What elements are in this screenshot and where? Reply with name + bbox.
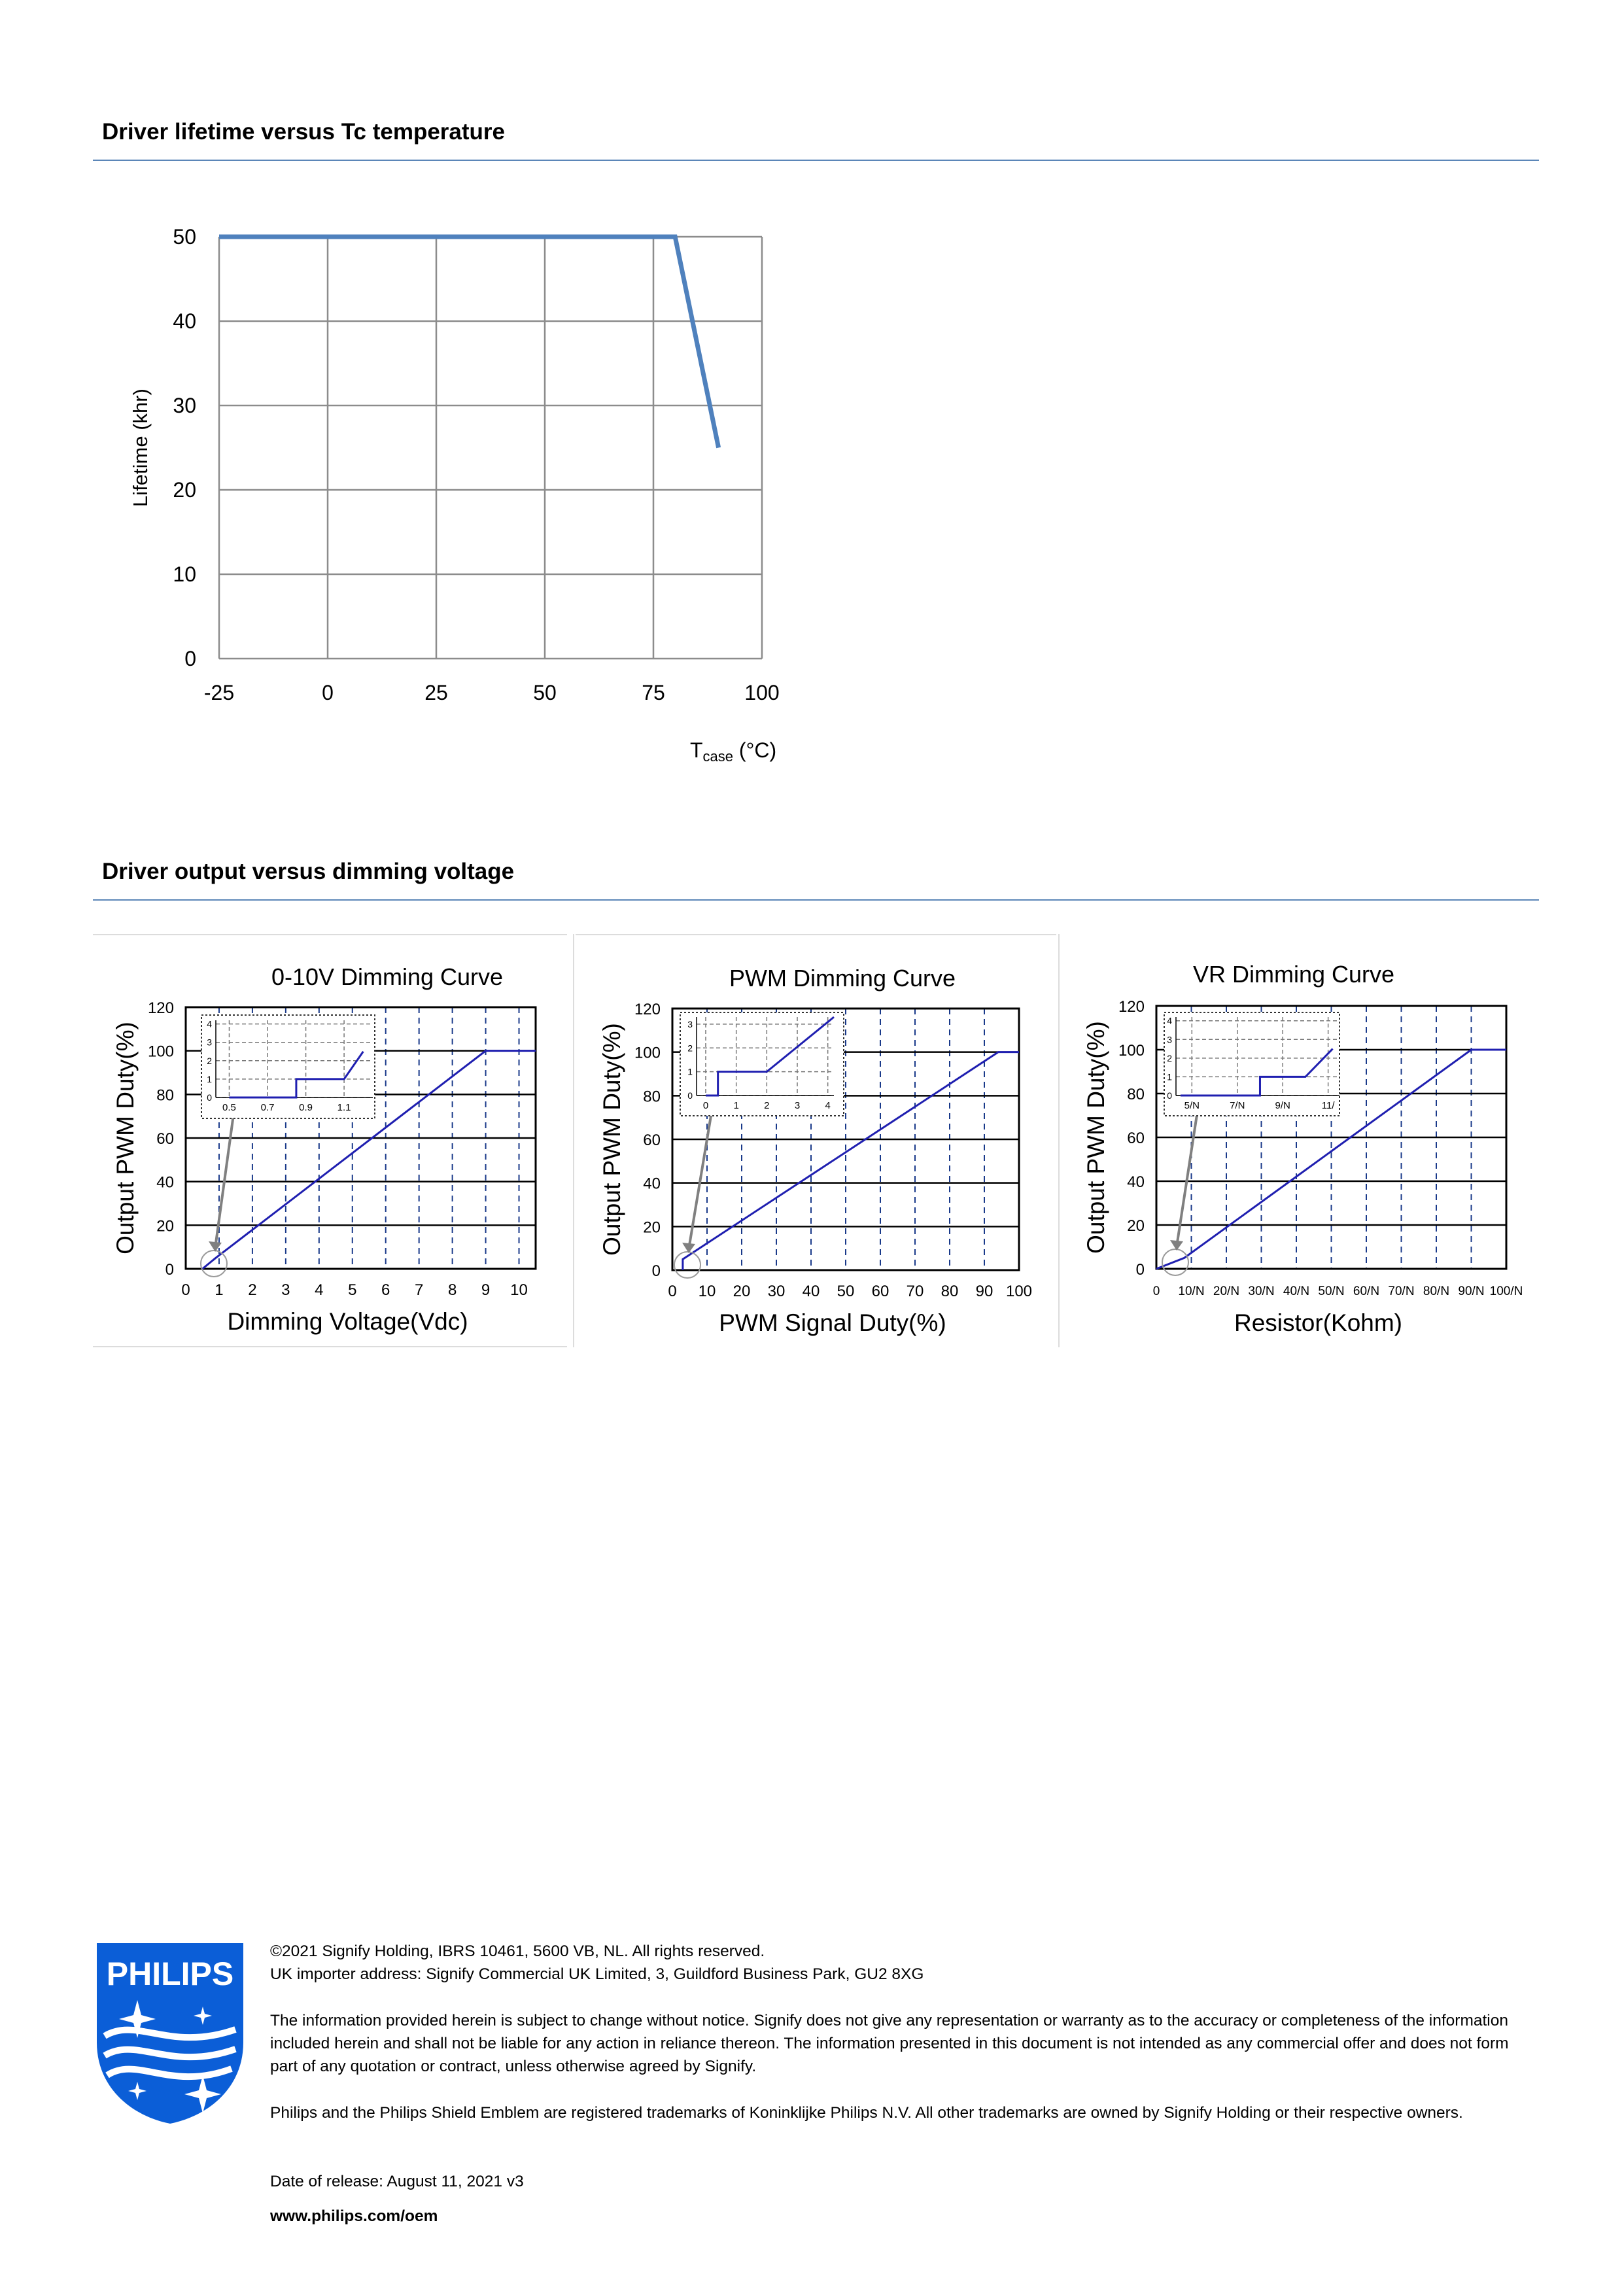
y-tick-label: 100: [1118, 1042, 1145, 1060]
inset-x-tick-label: 7/N: [1230, 1100, 1245, 1111]
x-tick-label: 9: [481, 1281, 491, 1299]
inset-x-tick-label: 11/: [1321, 1100, 1335, 1111]
dimming-pwm-chart: [576, 935, 1056, 1344]
x-tick-label: 60/N: [1353, 1285, 1380, 1298]
x-tick-label: 70: [906, 1283, 924, 1300]
x-tick-label: 20: [733, 1283, 751, 1300]
x-tick-label: 50/N: [1318, 1285, 1345, 1298]
inset-y-tick-label: 0: [207, 1092, 212, 1103]
y-tick-label: 20: [643, 1218, 661, 1237]
inset-y-tick-label: 0: [687, 1090, 693, 1101]
panel-border: [93, 1346, 567, 1347]
inset-x-tick-label: 0.5: [222, 1102, 236, 1113]
inset-y-tick-label: 1: [687, 1066, 693, 1077]
panel-border: [573, 934, 574, 1347]
lifetime-line: [219, 237, 719, 448]
x-tick-label: 70/N: [1388, 1285, 1415, 1298]
y-tick-label: 80: [1127, 1086, 1145, 1103]
x-tick-label: 0: [181, 1281, 190, 1299]
y-tick-label: 120: [1118, 998, 1145, 1016]
y-tick-label: 0: [184, 647, 196, 670]
chart-title: PWM Dimming Curve: [729, 965, 956, 992]
inset-y-tick-label: 3: [1167, 1034, 1172, 1045]
y-tick-label: 20: [1127, 1217, 1145, 1235]
footer-release-date: Date of release: August 11, 2021 v3: [270, 2173, 524, 2190]
x-tick-label: 0: [668, 1283, 677, 1300]
philips-wordmark: PHILIPS: [106, 1956, 234, 1992]
x-tick-label: 3: [281, 1281, 290, 1299]
footer-website-link[interactable]: www.philips.com/oem: [270, 2207, 438, 2225]
y-tick-label: 60: [643, 1131, 661, 1149]
x-axis-label: PWM Signal Duty(%): [719, 1309, 946, 1336]
y-tick-label: 50: [173, 225, 196, 249]
inset-y-tick-label: 3: [207, 1037, 212, 1048]
inset-x-tick-label: 0: [702, 1100, 709, 1111]
y-tick-label: 30: [173, 394, 196, 417]
inset-y-tick-label: 1: [1167, 1071, 1172, 1082]
inset-y-tick-label: 0: [1167, 1090, 1172, 1101]
inset-y-tick-label: 2: [1167, 1052, 1172, 1063]
zoom-arrow-head: [1170, 1240, 1183, 1251]
y-tick-label: 40: [173, 309, 196, 333]
section-divider: [93, 160, 1539, 161]
section-title-dimming: Driver output versus dimming voltage: [102, 859, 515, 884]
x-tick-label: 90: [975, 1283, 993, 1300]
x-tick-label: 100: [1005, 1283, 1033, 1300]
x-tick-label: 90/N: [1458, 1285, 1485, 1298]
y-tick-label: 0: [651, 1262, 661, 1280]
zoom-circle: [201, 1251, 227, 1277]
y-tick-label: 100: [147, 1043, 174, 1061]
inset-y-tick-label: 4: [1167, 1015, 1172, 1026]
inset-x-tick-label: 5/N: [1184, 1100, 1200, 1111]
x-tick-label: 1: [215, 1281, 224, 1299]
x-tick-label: 10: [510, 1281, 528, 1299]
chart-title: VR Dimming Curve: [1192, 961, 1395, 988]
footer-copyright: ©2021 Signify Holding, IBRS 10461, 5600 VB, NL. All rights reserved.: [270, 1942, 765, 1960]
y-tick-label: 100: [634, 1044, 661, 1062]
zoom-arrow: [1177, 1094, 1200, 1247]
footer-disclaimer: The information provided herein is subject to change without notice. Signify does not give any representation or warranty as to the accuracy or completeness of the information included herein and shall not be liable for any action in reliance thereon. The information presented in this document is not intended as any commercial offer and does not form part of any quotation or contract, unless otherwise agreed by Signify.: [270, 2012, 1509, 2075]
x-tick-label: 20/N: [1213, 1285, 1240, 1298]
inset-y-tick-label: 4: [207, 1018, 212, 1029]
y-tick-label: 80: [156, 1086, 174, 1105]
inset-y-tick-label: 1: [207, 1073, 212, 1084]
x-tick-label: -25: [203, 681, 235, 704]
chart-title: 0-10V Dimming Curve: [271, 963, 504, 990]
x-tick-label: 40: [802, 1283, 820, 1300]
inset-x-tick-label: 0.7: [260, 1102, 275, 1113]
x-tick-label: 10: [698, 1283, 716, 1300]
inset-x-tick-label: 1: [733, 1100, 739, 1111]
x-tick-label: 30/N: [1248, 1285, 1275, 1298]
inset-y-tick-label: 2: [687, 1043, 693, 1054]
y-tick-label: 60: [156, 1130, 174, 1148]
inset-y-tick-label: 2: [207, 1055, 212, 1066]
y-tick-label: 40: [643, 1175, 661, 1193]
x-tick-label: 6: [381, 1281, 390, 1299]
x-tick-label: 40/N: [1283, 1285, 1310, 1298]
y-tick-label: 10: [173, 562, 196, 586]
x-tick-label: 30: [767, 1283, 786, 1300]
x-tick-label: 50: [533, 681, 557, 704]
inset-x-tick-label: 1.1: [337, 1102, 351, 1113]
x-tick-label: 0: [322, 681, 334, 704]
y-tick-label: 0: [165, 1261, 174, 1279]
philips-shield-logo: [92, 1938, 249, 2128]
inset-x-tick-label: 9/N: [1275, 1100, 1290, 1111]
inset-y-tick-label: 3: [687, 1018, 693, 1029]
dimming-vr-chart: [1060, 935, 1544, 1344]
y-axis-label: Output PWM Duty(%): [598, 1023, 625, 1256]
y-tick-label: 80: [643, 1088, 661, 1106]
x-tick-label: 4: [315, 1281, 324, 1299]
section-divider: [93, 899, 1539, 901]
inset-x-tick-label: 4: [825, 1100, 831, 1111]
inset-x-tick-label: 0.9: [299, 1102, 313, 1113]
x-tick-label: 7: [414, 1281, 424, 1299]
section-title-lifetime: Driver lifetime versus Tc temperature: [102, 119, 506, 145]
y-axis-label: Output PWM Duty(%): [1082, 1021, 1109, 1254]
x-tick-label: 50: [837, 1283, 855, 1300]
footer-trademarks: Philips and the Philips Shield Emblem are registered trademarks of Koninklijke Philips N.V. All other trademarks are owned by Signify Holding or their respective owners.: [270, 2104, 1463, 2122]
y-tick-label: 20: [156, 1217, 174, 1235]
x-axis-label: Dimming Voltage(Vdc): [227, 1308, 468, 1335]
lifetime-chart: [118, 209, 811, 785]
x-axis-label: Resistor(Kohm): [1234, 1309, 1402, 1336]
y-tick-label: 20: [173, 478, 196, 502]
y-tick-label: 40: [156, 1173, 174, 1192]
x-tick-label: 25: [424, 681, 448, 704]
x-tick-label: 100: [744, 681, 780, 704]
y-tick-label: 60: [1127, 1130, 1145, 1147]
y-tick-label: 0: [1135, 1261, 1145, 1279]
x-tick-label: 100/N: [1489, 1285, 1523, 1298]
x-axis-label: Tcase (°C): [690, 738, 777, 765]
x-tick-label: 75: [642, 681, 665, 704]
y-axis-label: Output PWM Duty(%): [112, 1022, 139, 1254]
y-axis-label: Lifetime (khr): [129, 388, 152, 507]
y-tick-label: 120: [147, 999, 174, 1017]
x-tick-label: 5: [348, 1281, 357, 1299]
zoom-arrow-head: [209, 1241, 222, 1252]
y-tick-label: 40: [1127, 1173, 1145, 1191]
dimming-0-10v-chart: [93, 935, 570, 1344]
x-tick-label: 10/N: [1178, 1285, 1205, 1298]
x-tick-label: 8: [447, 1281, 457, 1299]
footer-uk-importer: UK importer address: Signify Commercial UK Limited, 3, Guildford Business Park, GU2 8XG: [270, 1965, 924, 1983]
x-tick-label: 80/N: [1423, 1285, 1450, 1298]
x-tick-label: 2: [248, 1281, 257, 1299]
y-tick-label: 120: [634, 1001, 661, 1018]
inset-x-tick-label: 3: [794, 1100, 801, 1111]
x-tick-label: 60: [871, 1283, 890, 1300]
x-tick-label: 0: [1152, 1285, 1160, 1298]
inset-x-tick-label: 2: [764, 1100, 770, 1111]
x-tick-label: 80: [941, 1283, 959, 1300]
